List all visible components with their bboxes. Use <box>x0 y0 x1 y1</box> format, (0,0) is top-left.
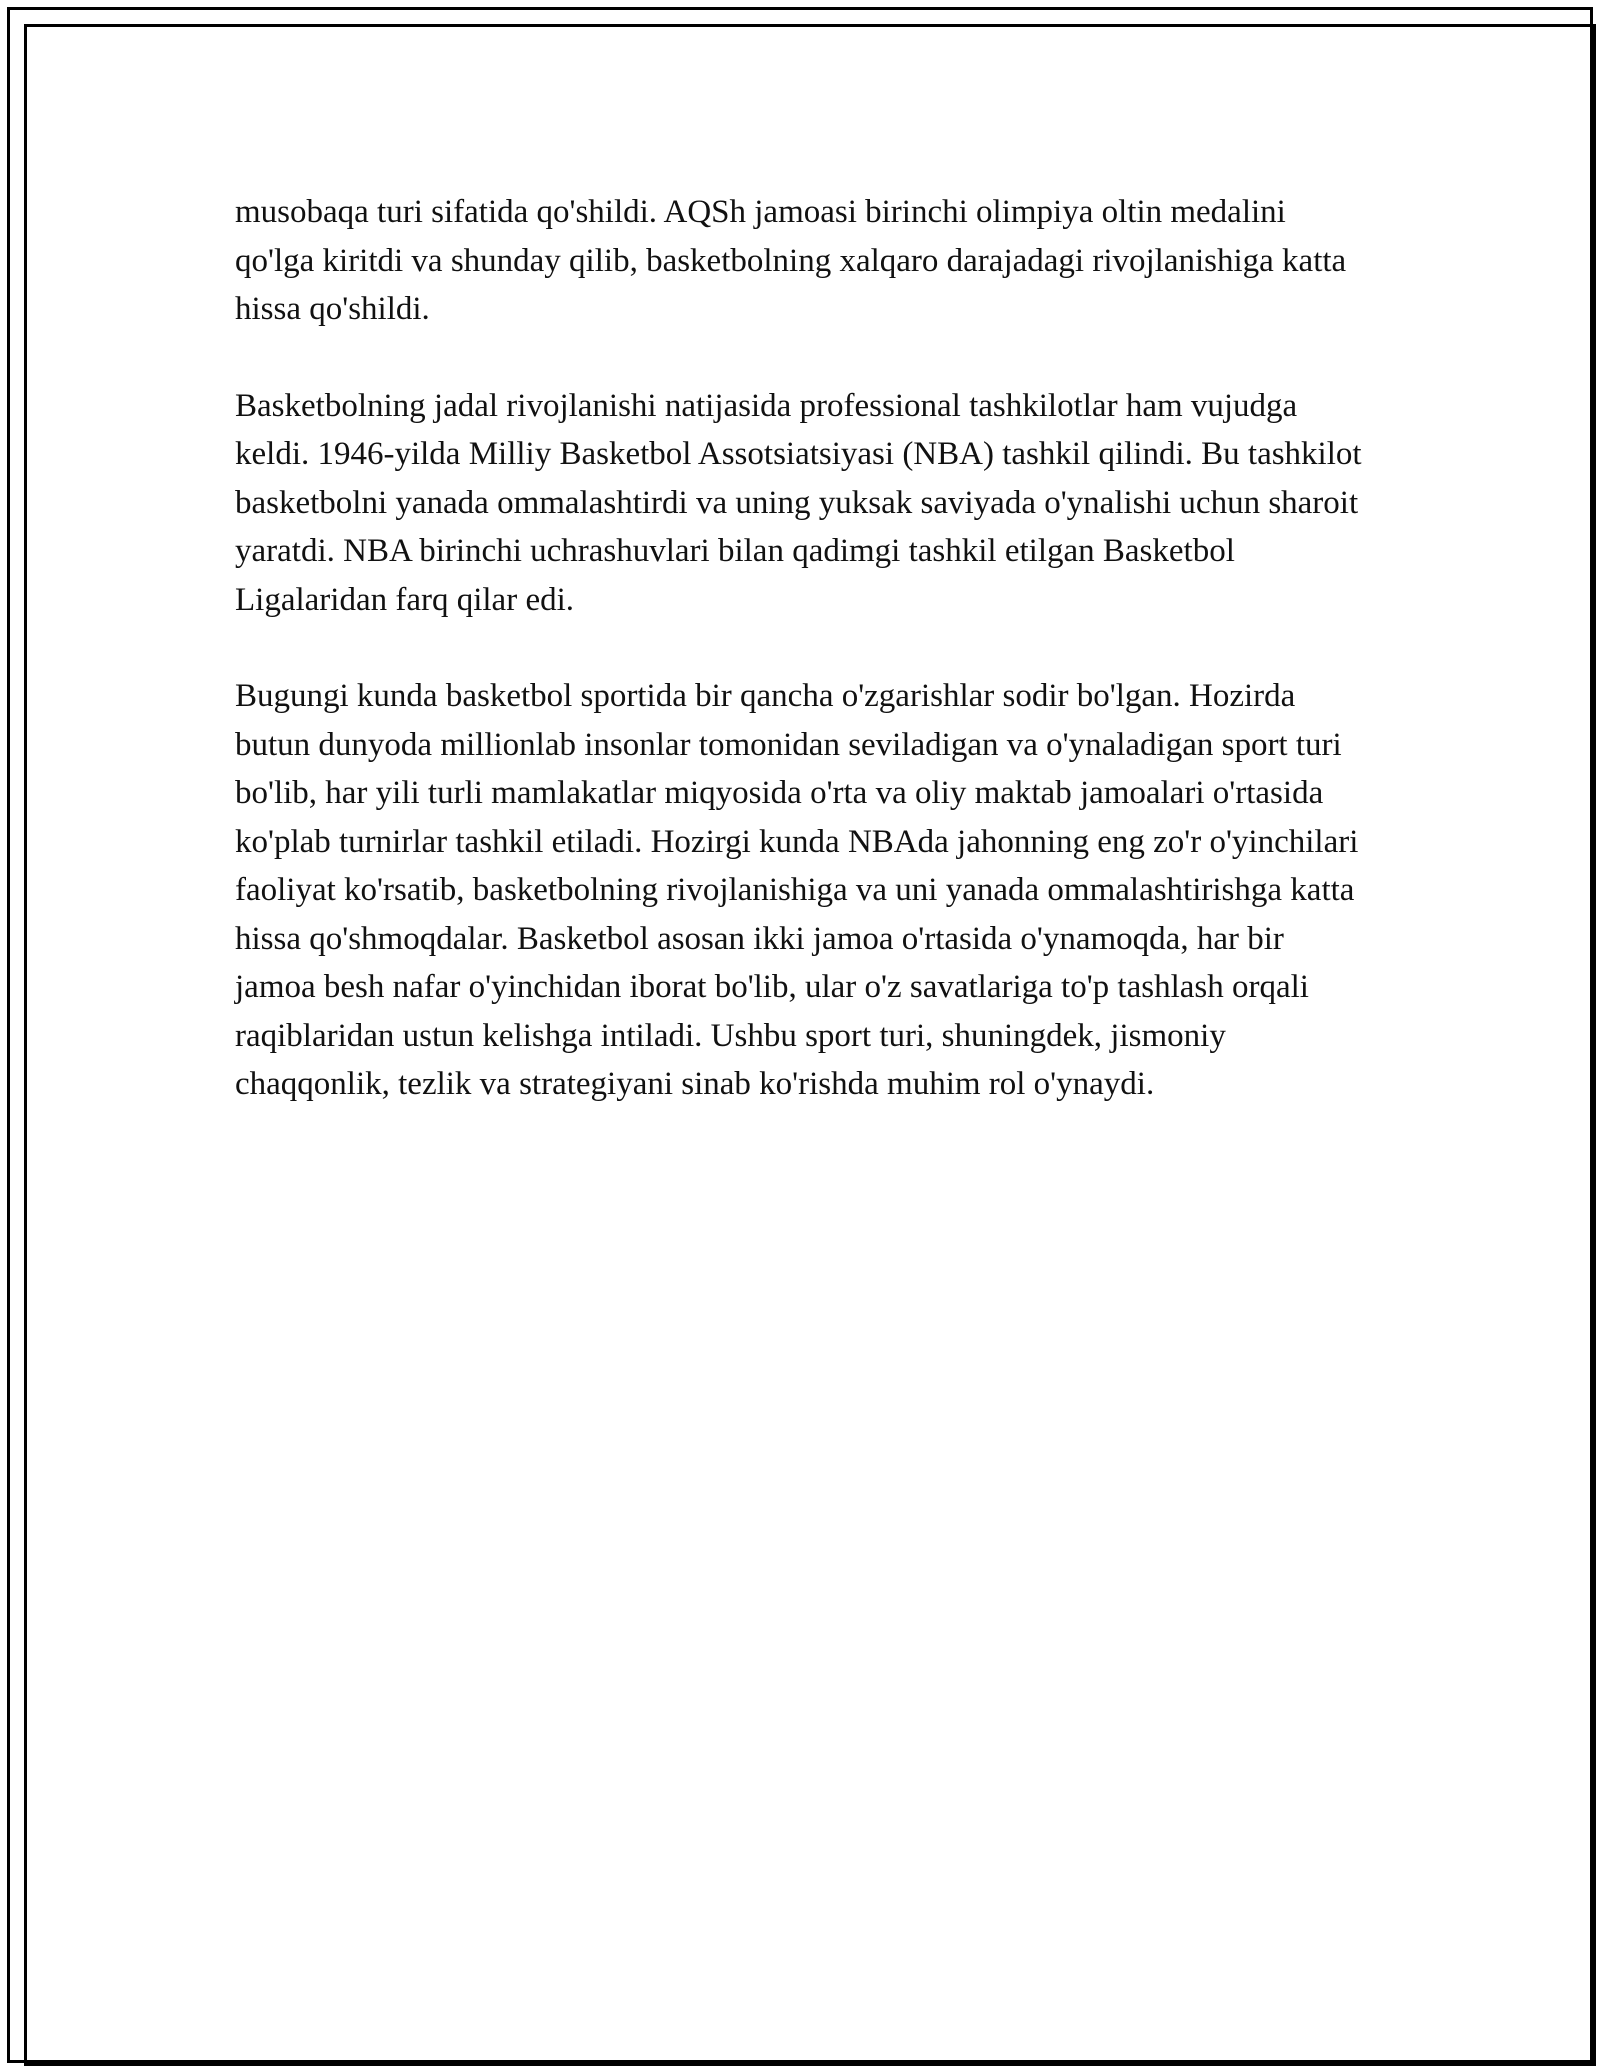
paragraph-1: musobaqa turi sifatida qo'shildi. AQSh jamoasi birinchi olimpiya oltin medalini qo'lga kiritdi va shunday qilib, basketbolning xalqaro darajadagi rivojlanishiga katta hissa qo'shildi. <box>235 194 1347 327</box>
document-body <box>235 188 1365 1157</box>
paragraph-2: Basketbolning jadal rivojlanishi natijasida professional tashkilotlar ham vujudga keldi. 1946-yilda Milliy Basketbol Assotsiatsiyasi (NBA) tashkil qilindi. Bu tashkilot basketbolni yanada ommalashtirdi va uning yuksak saviyada o'ynalishi uchun sharoit yaratdi. NBA birinchi uchrashuvlari bilan qadimgi tashkil etilgan Basketbol Ligalaridan farq qilar edi. <box>235 387 1362 618</box>
paragraph-3: Bugungi kunda basketbol sportida bir qancha o'zgarishlar sodir bo'lgan. Hozirda butun dunyoda millionlab insonlar tomonidan seviladigan va o'ynaladigan sport turi bo'lib, har yili turli mamlakatlar miqyosida o'rta va oliy maktab jamoalari o'rtasida ko'plab turnirlar tashkil etiladi. Hozirgi kunda NBAda jahonning eng zo'r o'yinchilari faoliyat ko'rsatib, basketbolning rivojlanishiga va uni yanada ommalashtirishga katta hissa qo'shmoqdalar. Basketbol asosan ikki jamoa o'rtasida o'ynamoqda, har bir jamoa besh nafar o'yinchidan iborat bo'lib, ular o'z savatlariga to'p tashlash orqali raqiblaridan ustun kelishga intiladi. Ushbu sport turi, shuningdek, jismoniy chaqqonlik, tezlik va strategiyani sinab ko'rishda muhim rol o'ynaydi. <box>235 678 1359 1102</box>
